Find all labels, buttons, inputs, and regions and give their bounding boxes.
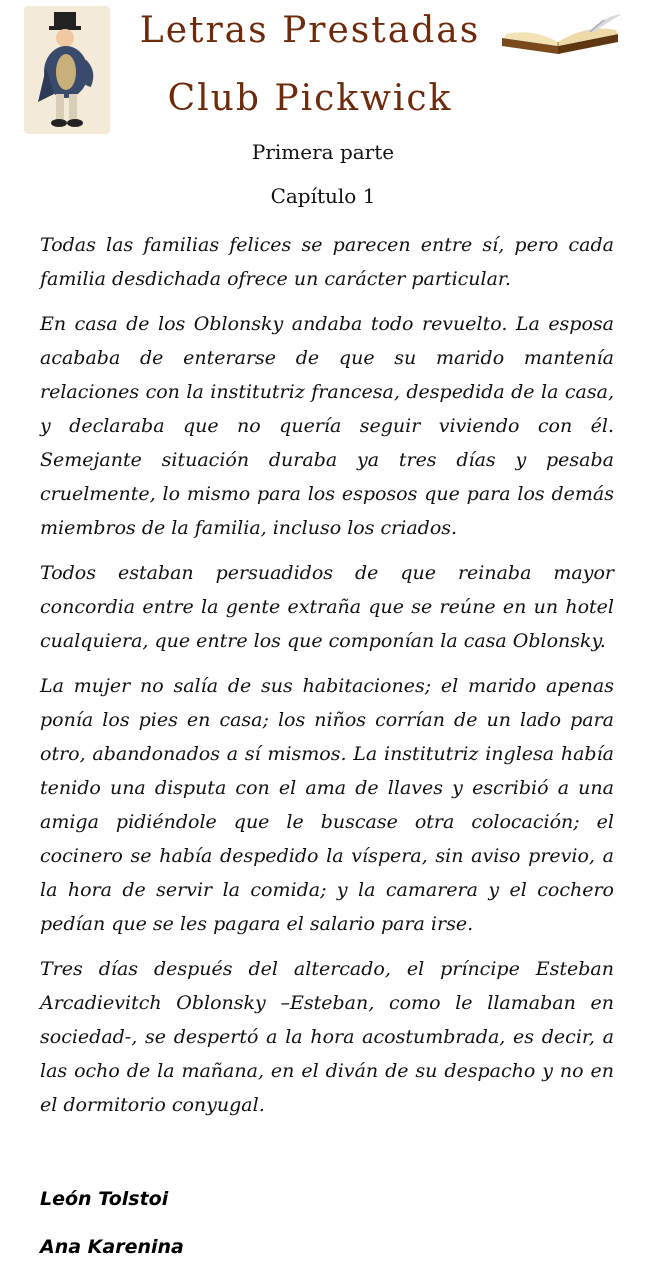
- page-header: [0, 0, 650, 230]
- paragraph: Todos estaban persuadidos de que reinaba mayor concordia entre la gente extraña que se reúne en un hotel cualquiera, que entre los que componían la casa Oblonsky.: [40, 562, 614, 652]
- open-book-quill-icon: [496, 12, 626, 58]
- paragraph: En casa de los Oblonsky andaba todo revuelto. La esposa acababa de enterarse de que su marido mantenía relaciones con la institutriz francesa, despedida de la casa, y declaraba que no quería seguir viviendo con él. Semejante situación duraba ya tres días y pesaba cruelmente, lo mismo para los esposos que para los demás miembros de la familia, incluso los criados.: [40, 313, 614, 539]
- site-title-line2: Club Pickwick: [167, 78, 453, 119]
- work-title: Ana Karenina: [40, 1236, 184, 1258]
- site-title-line1: Letras Prestadas: [139, 10, 481, 51]
- paragraph: Tres días después del altercado, el príncipe Esteban Arcadievitch Oblonsky –Esteban, como le llamaban en sociedad-, se despertó a la hora acostumbrada, es decir, a las ocho de la mañana, en el diván de su despacho y no en el dormitorio conyugal.: [40, 958, 614, 1116]
- chapter-heading: Capítulo 1: [270, 184, 376, 208]
- part-heading: Primera parte: [251, 140, 395, 164]
- chapter-text: [40, 228, 614, 1133]
- paragraph: Todas las familias felices se parecen entre sí, pero cada familia desdichada ofrece un carácter particular.: [40, 234, 614, 290]
- author-name: León Tolstoi: [40, 1188, 169, 1210]
- paragraph: La mujer no salía de sus habitaciones; el marido apenas ponía los pies en casa; los niños corrían de un lado para otro, abandonados a sí mismos. La institutriz inglesa había tenido una disputa con el ama de llaves y escribió a una amiga pidiéndole que le buscase otra colocación; el cocinero se había despedido la víspera, sin aviso previo, a la hora de servir la comida; y la camarera y el cochero pedían que se les pagara el salario para irse.: [40, 675, 614, 935]
